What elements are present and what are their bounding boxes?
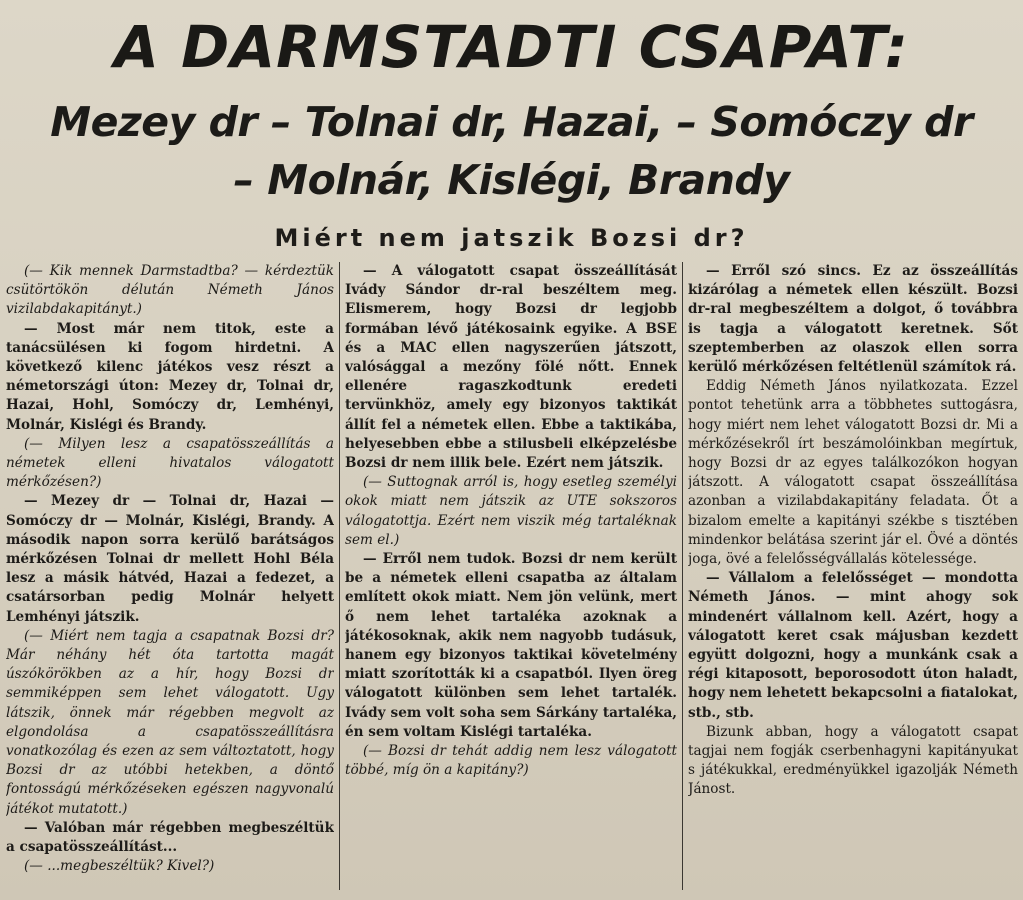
article-paragraph: — Mezey dr — Tolnai dr, Hazai — Somóczy dr — Molnár, Kislégi, Brandy. A második napon sorra kerülő barátságos mérkőzésen Tolnai dr mellett Hohl Béla lesz a másik hátvéd, Hazai a fedezet, a csatársorban pedig Molnár helyett Lemhényi játszik. [6,493,334,625]
article-paragraph: — Most már nem titok, este a tanácsülésen ki fogom hirdetni. A következő kilenc játékos vesz részt a németországi úton: Mezey dr, Tolnai dr, Hazai, Hohl, Somóczy dr, Lemhényi, Molnár, Kislégi és Brandy. [6,320,334,433]
column-divider [682,262,683,890]
article-column-1 [6,262,334,898]
article-paragraph: (— Miért nem tagja a csapatnak Bozsi dr? Már néhány hét óta tartotta magát úszókörökben az a hír, hogy Bozsi dr semmiképpen sem lehet válogatott. Ugy látszik, önnek már régebben megvolt az elgondolása a csapatösszeállításra vonatkozólag és ezen az sem változtatott, hogy Bozsi dr az utóbbi hetekben, a döntő fontosságú mérkőzéseken egészen nagyvonalú játékot mutatott.) [6,627,334,817]
article-paragraph: — Vállalom a felelősséget — mondotta Németh János. — mint ahogy sok mindenért vállalnom kell. Azért, hogy a válogatott keret csak májusban kezdett együtt dolgozni, hogy a munkánk csak a régi kitaposott, beporosodott úton haladt, hogy nem lehetett bekapcsolni a fiatalokat, stb., stb. [688,570,1018,721]
article-column-2 [345,262,677,898]
question-heading: Miért nem jatszik Bozsi dr? [274,224,749,252]
lineup-subheadline-1: Mezey dr – Tolnai dr, Hazai, – Somóczy dr [50,98,973,146]
article-paragraph: Eddig Németh János nyilatkozata. Ezzel pontot tehetünk arra a többhetes suttogásra, hogy miért nem lehet válogatott Bozsi dr. Mi a mérkőzésekről írt beszámolóinkban megírtuk, hogy Bozsi dr az egyes találkozókon hogyan játszott. A válogatott csapat összeállítása azonban a vizilabdakapitány feladata. Őt a bizalom emelte a kapitányi székbe s tisztében mindenkor belátása szerint jár el. Övé a döntés joga, övé a felelősségvállalás kötelessége. [688,378,1018,568]
article-column-3 [688,262,1018,898]
article-paragraph: (— Suttognak arról is, hogy esetleg személyi okok miatt nem játszik az UTE sokszoros válogatottja. Ezért nem viszik még tartaléknak sem el.) [345,474,677,548]
article-paragraph: (— Kik mennek Darmstadtba? — kérdeztük csütörtökön délután Németh János vizilabdakapitányt.) [6,263,334,318]
article-paragraph: Bizunk abban, hogy a válogatott csapat tagjai nem fogják cserbenhagyni kapitányukat s játékukkal, eredményükkel igazolják Németh Jánost. [688,723,1018,798]
column-divider [339,262,340,890]
article-paragraph: (— ...megbeszéltük? Kivel?) [24,858,215,875]
article-paragraph: — Valóban már régebben megbeszéltük a csapatösszeállítást... [6,819,334,856]
article-paragraph: (— Milyen lesz a csapatösszeállítás a németek elleni hivatalos válogatott mérkőzésen?) [6,435,334,491]
headline: A DARMSTADTI CSAPAT: [114,13,909,81]
lineup-subheadline-2: – Molnár, Kislégi, Brandy [233,156,790,204]
article-paragraph: (— Bozsi dr tehát addig nem lesz válogatott többé, míg ön a kapitány?) [345,743,677,779]
article-paragraph: — Erről szó sincs. Ez az összeállítás kizárólag a németek ellen készült. Bozsi dr-ral megbeszéltem a dolgot, ő továbbra is tagja a válogatott keretnek. Sőt szeptemberben az olaszok ellen sorra kerülő mérkőzésen feltétlenül számítok rá. [688,263,1018,376]
article-paragraph: — A válogatott csapat összeállítását Ivády Sándor dr-ral beszéltem meg. Elismerem, hogy Bozsi dr legjobb formában lévő játékosaink egyike. A BSE és a MAC ellen nagyszerűen játszott, valósággal a mezőny fölé nőtt. Ennek ellenére ragaszkodtunk eredeti tervünkhöz, amely egy bizonyos taktikát állít fel a németek ellen. Ebbe a taktikába, helyesebben ebbe a stilusbeli elképzelésbe Bozsi dr nem illik bele. Ezért nem játszik. [345,263,677,472]
article-paragraph: — Erről nem tudok. Bozsi dr nem került be a németek elleni csapatba az általam említett okok miatt. Nem jön velünk, mert ő nem lehet tartaléka azoknak a játékosoknak, akik nem nagyobb tudásuk, hanem egy bizonyos taktikai követelmény miatt szorították ki a csapatból. Ilyen öreg válogatott különben sem lehet tartalék. Ivády sem volt soha sem Sárkány tartaléka, én sem voltam Kislégi tartaléka. [345,551,677,740]
